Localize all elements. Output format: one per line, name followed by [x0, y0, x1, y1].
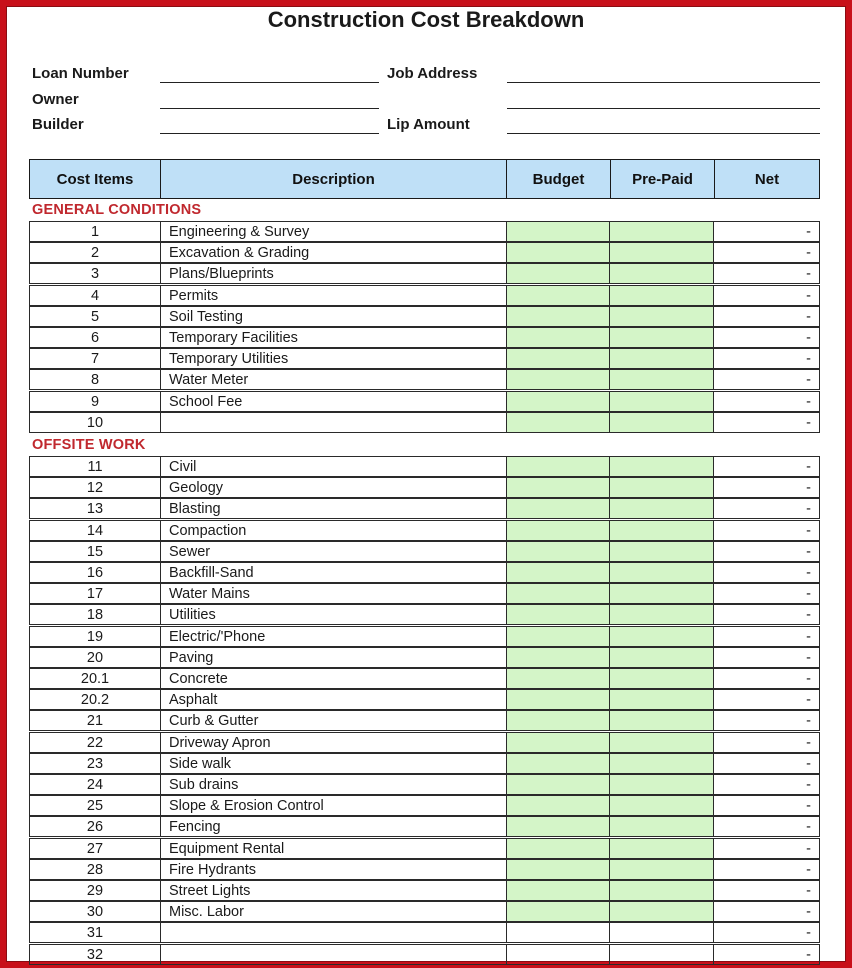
table-row [29, 689, 820, 710]
cost-item-description[interactable]: Fencing [160, 816, 507, 837]
table-row [29, 391, 820, 412]
cost-item-number: 13 [29, 498, 161, 519]
pre-paid-cell[interactable] [609, 263, 714, 284]
cost-item-number: 2 [29, 242, 161, 263]
cost-item-number: 10 [29, 412, 161, 433]
pre-paid-cell[interactable] [609, 689, 714, 710]
cost-item-number: 21 [29, 710, 161, 731]
budget-cell[interactable] [506, 348, 610, 369]
budget-cell[interactable] [506, 859, 610, 880]
net-cell: - [713, 732, 820, 753]
table-row [29, 498, 820, 519]
cost-item-number: 8 [29, 369, 161, 390]
net-cell: - [713, 221, 820, 242]
table-row [29, 668, 820, 689]
cost-item-description[interactable]: Water Mains [160, 583, 507, 604]
cost-item-description[interactable] [160, 412, 507, 433]
table-row [29, 944, 820, 965]
table-row [29, 369, 820, 390]
cost-item-description[interactable]: Equipment Rental [160, 838, 507, 859]
net-cell: - [713, 944, 820, 965]
builder-field[interactable] [160, 133, 379, 134]
budget-cell[interactable] [506, 285, 610, 306]
net-cell: - [713, 859, 820, 880]
table-row [29, 477, 820, 498]
pre-paid-cell[interactable] [609, 880, 714, 901]
budget-cell[interactable] [506, 922, 610, 943]
table-row [29, 327, 820, 348]
net-cell: - [713, 285, 820, 306]
cost-item-description[interactable]: Engineering & Survey [160, 221, 507, 242]
budget-cell[interactable] [506, 369, 610, 390]
owner-field[interactable] [160, 108, 379, 109]
loan-number-label: Loan Number [32, 65, 129, 82]
table-row [29, 263, 820, 284]
cost-item-number: 18 [29, 604, 161, 625]
table-row [29, 562, 820, 583]
pre-paid-cell[interactable] [609, 583, 714, 604]
table-row [29, 859, 820, 880]
cost-item-number: 15 [29, 541, 161, 562]
budget-cell[interactable] [506, 242, 610, 263]
column-header-cost-items: Cost Items [29, 159, 161, 199]
cost-item-description[interactable]: Slope & Erosion Control [160, 795, 507, 816]
cost-item-number: 17 [29, 583, 161, 604]
pre-paid-cell[interactable] [609, 668, 714, 689]
cost-item-number: 12 [29, 477, 161, 498]
lip-amount-label: Lip Amount [387, 116, 470, 133]
net-cell: - [713, 369, 820, 390]
cost-item-number: 11 [29, 456, 161, 477]
pre-paid-cell[interactable] [609, 795, 714, 816]
budget-cell[interactable] [506, 391, 610, 412]
net-cell: - [713, 901, 820, 922]
net-cell: - [713, 412, 820, 433]
pre-paid-cell[interactable] [609, 477, 714, 498]
cost-item-description[interactable]: Blasting [160, 498, 507, 519]
net-cell: - [713, 710, 820, 731]
budget-cell[interactable] [506, 774, 610, 795]
budget-cell[interactable] [506, 456, 610, 477]
column-header-net: Net [714, 159, 820, 199]
budget-cell[interactable] [506, 498, 610, 519]
cost-item-number: 22 [29, 732, 161, 753]
cost-item-number: 29 [29, 880, 161, 901]
budget-cell[interactable] [506, 306, 610, 327]
cost-item-number: 24 [29, 774, 161, 795]
table-row [29, 242, 820, 263]
pre-paid-cell[interactable] [609, 944, 714, 965]
net-cell: - [713, 242, 820, 263]
table-row [29, 285, 820, 306]
net-cell: - [713, 477, 820, 498]
pre-paid-cell[interactable] [609, 412, 714, 433]
pre-paid-cell[interactable] [609, 327, 714, 348]
pre-paid-cell[interactable] [609, 901, 714, 922]
loan-number-field[interactable] [160, 82, 379, 83]
budget-cell[interactable] [506, 263, 610, 284]
cost-item-number: 20.1 [29, 668, 161, 689]
cost-item-description[interactable]: Electric/'Phone [160, 626, 507, 647]
cost-item-number: 30 [29, 901, 161, 922]
table-row [29, 348, 820, 369]
cost-item-number: 26 [29, 816, 161, 837]
table-row [29, 880, 820, 901]
section-label: GENERAL CONDITIONS [32, 202, 202, 218]
cost-item-description[interactable]: Concrete [160, 668, 507, 689]
cost-item-description[interactable]: Driveway Apron [160, 732, 507, 753]
column-header-pre-paid: Pre-Paid [610, 159, 715, 199]
pre-paid-cell[interactable] [609, 626, 714, 647]
pre-paid-cell[interactable] [609, 520, 714, 541]
table-row [29, 541, 820, 562]
pre-paid-cell[interactable] [609, 562, 714, 583]
table-row [29, 306, 820, 327]
owner-label: Owner [32, 91, 79, 108]
table-row [29, 583, 820, 604]
table-row [29, 732, 820, 753]
cost-item-description[interactable]: Curb & Gutter [160, 710, 507, 731]
net-cell: - [713, 520, 820, 541]
cost-item-description[interactable]: Paving [160, 647, 507, 668]
budget-cell[interactable] [506, 541, 610, 562]
table-row [29, 626, 820, 647]
cost-item-description[interactable]: Excavation & Grading [160, 242, 507, 263]
net-cell: - [713, 498, 820, 519]
job-address-label: Job Address [387, 65, 478, 82]
cost-item-description[interactable]: Soil Testing [160, 306, 507, 327]
pre-paid-cell[interactable] [609, 838, 714, 859]
net-cell: - [713, 880, 820, 901]
net-cell: - [713, 795, 820, 816]
net-cell: - [713, 922, 820, 943]
budget-cell[interactable] [506, 604, 610, 625]
pre-paid-cell[interactable] [609, 541, 714, 562]
budget-cell[interactable] [506, 753, 610, 774]
budget-cell[interactable] [506, 901, 610, 922]
cost-item-number: 5 [29, 306, 161, 327]
cost-item-number: 14 [29, 520, 161, 541]
cost-item-number: 7 [29, 348, 161, 369]
cost-item-number: 6 [29, 327, 161, 348]
pre-paid-cell[interactable] [609, 456, 714, 477]
table-row [29, 901, 820, 922]
cost-item-description[interactable]: Permits [160, 285, 507, 306]
cost-item-description[interactable] [160, 922, 507, 943]
job-address-field[interactable] [507, 82, 820, 83]
table-row [29, 774, 820, 795]
budget-cell[interactable] [506, 710, 610, 731]
net-cell: - [713, 456, 820, 477]
net-cell: - [713, 647, 820, 668]
cost-item-description[interactable]: Plans/Blueprints [160, 263, 507, 284]
cost-item-number: 20 [29, 647, 161, 668]
pre-paid-cell[interactable] [609, 753, 714, 774]
cost-item-description[interactable]: Misc. Labor [160, 901, 507, 922]
pre-paid-cell[interactable] [609, 242, 714, 263]
net-cell: - [713, 668, 820, 689]
table-row [29, 838, 820, 859]
net-cell: - [713, 626, 820, 647]
budget-cell[interactable] [506, 944, 610, 965]
page-title: Construction Cost Breakdown [267, 7, 585, 32]
budget-cell[interactable] [506, 520, 610, 541]
cost-item-number: 16 [29, 562, 161, 583]
cost-item-description[interactable]: School Fee [160, 391, 507, 412]
cost-item-number: 3 [29, 263, 161, 284]
budget-cell[interactable] [506, 816, 610, 837]
cost-item-description[interactable]: Civil [160, 456, 507, 477]
table-row [29, 647, 820, 668]
net-cell: - [713, 604, 820, 625]
section-label: OFFSITE WORK [32, 437, 146, 453]
net-cell: - [713, 327, 820, 348]
pre-paid-cell[interactable] [609, 732, 714, 753]
net-cell: - [713, 263, 820, 284]
budget-cell[interactable] [506, 668, 610, 689]
cost-item-number: 4 [29, 285, 161, 306]
cost-item-number: 31 [29, 922, 161, 943]
pre-paid-cell[interactable] [609, 922, 714, 943]
budget-cell[interactable] [506, 880, 610, 901]
budget-cell[interactable] [506, 647, 610, 668]
pre-paid-cell[interactable] [609, 774, 714, 795]
cost-item-description[interactable]: Asphalt [160, 689, 507, 710]
pre-paid-cell[interactable] [609, 647, 714, 668]
cost-item-number: 23 [29, 753, 161, 774]
cost-item-description[interactable]: Geology [160, 477, 507, 498]
cost-item-number: 28 [29, 859, 161, 880]
column-header-budget: Budget [506, 159, 611, 199]
table-row [29, 520, 820, 541]
net-cell: - [713, 838, 820, 859]
pre-paid-cell[interactable] [609, 348, 714, 369]
net-cell: - [713, 541, 820, 562]
cost-item-description[interactable]: Sub drains [160, 774, 507, 795]
cost-item-number: 20.2 [29, 689, 161, 710]
pre-paid-cell[interactable] [609, 498, 714, 519]
cost-item-number: 32 [29, 944, 161, 965]
builder-label: Builder [32, 116, 84, 133]
cost-item-number: 25 [29, 795, 161, 816]
cost-item-number: 1 [29, 221, 161, 242]
budget-cell[interactable] [506, 689, 610, 710]
table-row [29, 456, 820, 477]
budget-cell[interactable] [506, 732, 610, 753]
cost-item-description[interactable]: Backfill-Sand [160, 562, 507, 583]
table-row [29, 922, 820, 943]
lip-amount-field[interactable] [507, 133, 820, 134]
pre-paid-cell[interactable] [609, 710, 714, 731]
column-header-description: Description [160, 159, 507, 199]
table-row [29, 710, 820, 731]
net-cell: - [713, 689, 820, 710]
table-row [29, 753, 820, 774]
budget-cell[interactable] [506, 626, 610, 647]
pre-paid-cell[interactable] [609, 369, 714, 390]
cost-item-description[interactable]: Compaction [160, 520, 507, 541]
pre-paid-cell[interactable] [609, 816, 714, 837]
budget-cell[interactable] [506, 477, 610, 498]
pre-paid-cell[interactable] [609, 391, 714, 412]
pre-paid-cell[interactable] [609, 221, 714, 242]
cost-item-description[interactable] [160, 944, 507, 965]
net-cell: - [713, 306, 820, 327]
cost-item-description[interactable]: Sewer [160, 541, 507, 562]
net-cell: - [713, 391, 820, 412]
cost-item-description[interactable]: Side walk [160, 753, 507, 774]
budget-cell[interactable] [506, 795, 610, 816]
net-cell: - [713, 753, 820, 774]
cost-item-number: 9 [29, 391, 161, 412]
cost-item-description[interactable]: Temporary Utilities [160, 348, 507, 369]
net-cell: - [713, 816, 820, 837]
net-cell: - [713, 348, 820, 369]
budget-cell[interactable] [506, 583, 610, 604]
table-row [29, 795, 820, 816]
budget-cell[interactable] [506, 221, 610, 242]
table-row [29, 816, 820, 837]
net-cell: - [713, 562, 820, 583]
cost-item-description[interactable]: Utilities [160, 604, 507, 625]
budget-cell[interactable] [506, 327, 610, 348]
cost-item-number: 19 [29, 626, 161, 647]
cost-item-description[interactable]: Temporary Facilities [160, 327, 507, 348]
pre-paid-cell[interactable] [609, 306, 714, 327]
table-row [29, 412, 820, 433]
budget-cell[interactable] [506, 412, 610, 433]
pre-paid-cell[interactable] [609, 859, 714, 880]
budget-cell[interactable] [506, 562, 610, 583]
table-row [29, 604, 820, 625]
cost-item-number: 27 [29, 838, 161, 859]
budget-cell[interactable] [506, 838, 610, 859]
cost-item-description[interactable]: Fire Hydrants [160, 859, 507, 880]
cost-item-description[interactable]: Street Lights [160, 880, 507, 901]
net-cell: - [713, 583, 820, 604]
pre-paid-cell[interactable] [609, 285, 714, 306]
cost-item-description[interactable]: Water Meter [160, 369, 507, 390]
table-row [29, 221, 820, 242]
net-cell: - [713, 774, 820, 795]
job-address-field-line-2[interactable] [507, 108, 820, 109]
pre-paid-cell[interactable] [609, 604, 714, 625]
